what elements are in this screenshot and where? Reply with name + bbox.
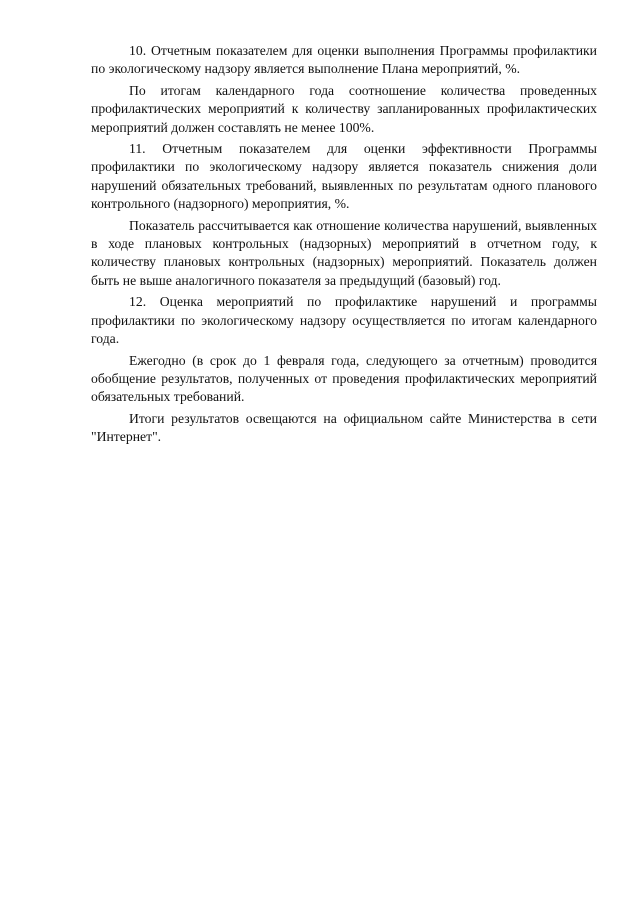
paragraph-item-11: 11. Отчетным показателем для оценки эффективности Программы профилактики по экологическому надзору является показатель снижения доли нарушений обязательных требований, выявленных по результатам одного планового контрольного (надзорного) мероприятия, %. — [91, 141, 597, 212]
paragraph-item-12: 12. Оценка мероприятий по профилактике нарушений и программы профилактики по экологическому надзору осуществляется по итогам календарного года. — [91, 294, 597, 347]
document-page — [91, 42, 597, 450]
paragraph-item-10: 10. Отчетным показателем для оценки выполнения Программы профилактики по экологическому надзору является выполнение Плана мероприятий, %. — [91, 43, 597, 77]
paragraph-results-publication: Итоги результатов освещаются на официальном сайте Министерства в сети "Интернет". — [91, 410, 597, 445]
paragraph-indicator-calculation: Показатель рассчитывается как отношение количества нарушений, выявленных в ходе плановых контрольных (надзорных) мероприятий в отчетном году, к количеству плановых контрольных (надзорных) мероприятий. Показатель должен быть не выше аналогичного показателя за предыдущий (базовый) год. — [91, 217, 597, 288]
paragraph-plan-ratio: По итогам календарного года соотношение количества проведенных профилактических мероприятий к количеству запланированных профилактических мероприятий должен составлять не менее 100%. — [91, 82, 597, 135]
paragraph-annual-summary: Ежегодно (в срок до 1 февраля года, следующего за отчетным) проводится обобщение результатов, полученных от проведения профилактических мероприятий обязательных требований. — [91, 352, 597, 405]
